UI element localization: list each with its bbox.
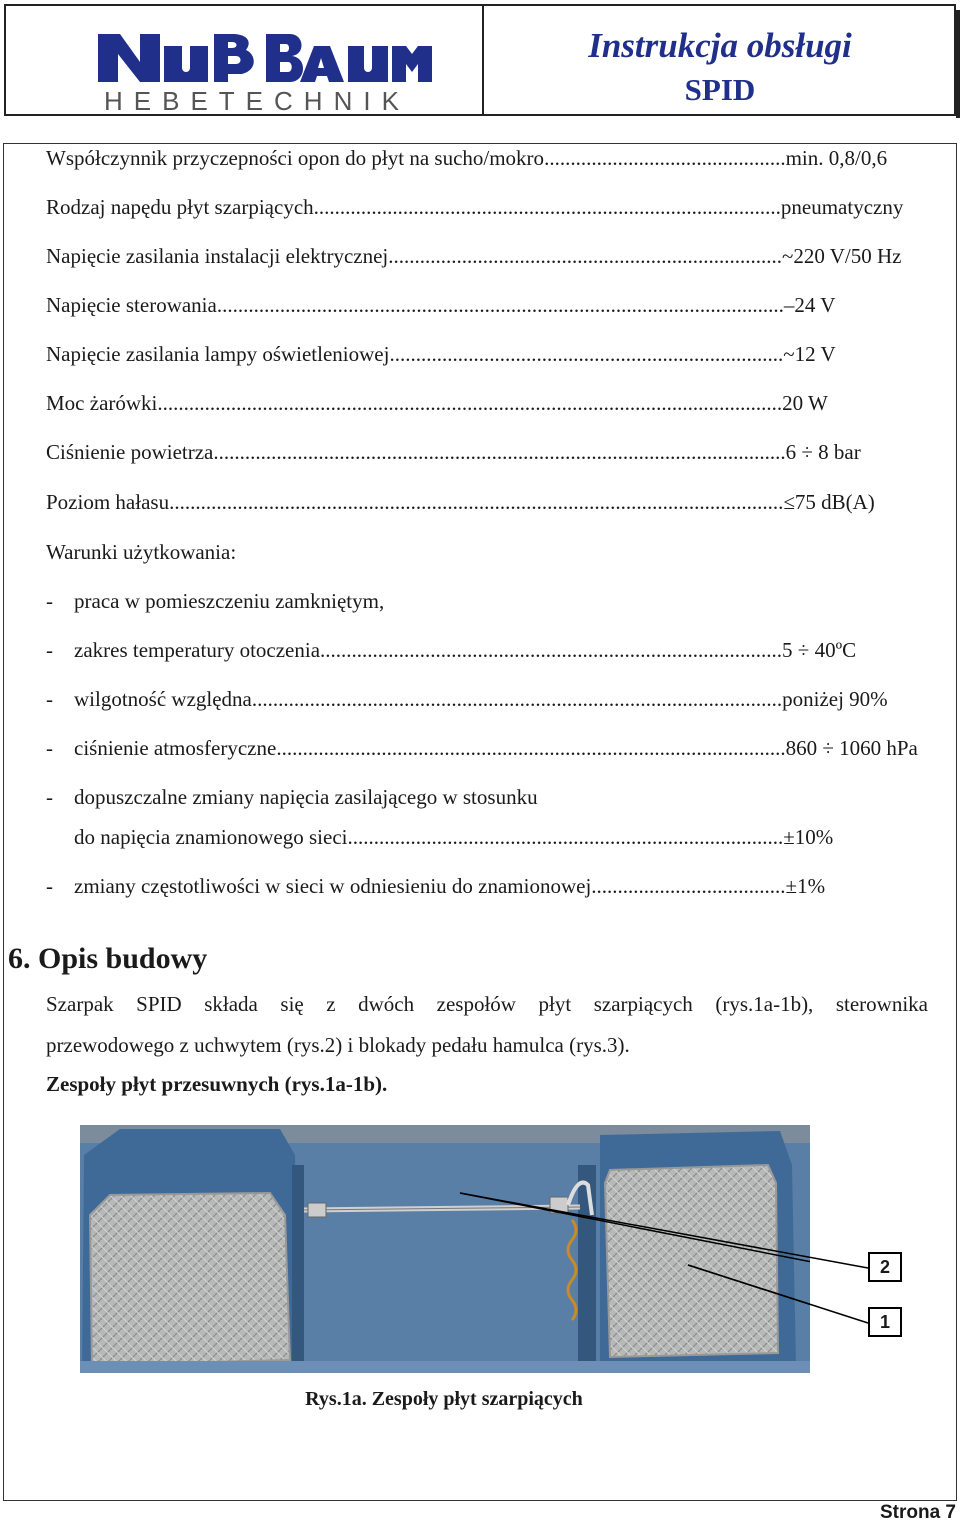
paragraph-line-1: Szarpak SPID składa się z dwóch zespołów płyt szarpiących (rys.1a-1b), sterownika — [46, 992, 928, 1016]
section-title: 6. Opis budowy — [8, 942, 208, 975]
spec-value: 6 ÷ 8 bar — [785, 440, 861, 464]
condition-value: 5 ÷ 40ºC — [782, 638, 857, 662]
bullet-dash: - — [46, 736, 53, 760]
leader-dots: ..................................... — [591, 874, 786, 898]
condition-label: wilgotność względna — [74, 687, 252, 711]
leader-dots: ........................................................................... — [389, 342, 784, 366]
spec-value: –24 V — [783, 293, 836, 317]
spec-label: Moc żarówki — [46, 391, 158, 415]
page-number: Strona 7 — [879, 1502, 956, 1523]
brand-sub-text: HEBETECHNIK — [104, 86, 410, 114]
leader-dots: ................................................................................................. — [276, 736, 786, 760]
spec-value: 20 W — [782, 391, 828, 415]
condition-label: zmiany częstotliwości w sieci w odniesieniu do znamionowej — [74, 874, 592, 898]
spec-label: Ciśnienie powietrza — [46, 440, 214, 464]
leader-dots: ......................................................................................... — [313, 195, 781, 219]
bullet-dash: - — [46, 687, 53, 711]
leader-dots: ..................................................................................................... — [251, 687, 783, 711]
spec-value: pneumatyczny — [780, 195, 904, 219]
condition-value: ±1% — [785, 874, 826, 898]
condition-label: zakres temperatury otoczenia — [74, 638, 321, 662]
callout-label-1: 1 — [868, 1307, 902, 1337]
bullet-dash: - — [46, 589, 53, 613]
condition-value: 860 ÷ 1060 hPa — [785, 736, 918, 760]
leader-dots: ........................................................................... — [388, 244, 782, 268]
condition-value: ±10% — [783, 825, 834, 849]
spec-label: Rodzaj napędu płyt szarpiących — [46, 195, 314, 219]
spec-label: Współczynnik przyczepności opon do płyt na sucho/mokro — [46, 146, 545, 170]
product-name: SPID — [684, 72, 756, 107]
conditions-heading: Warunki użytkowania: — [46, 540, 237, 564]
leader-dots: ........................................................................................ — [320, 638, 783, 662]
condition-label: do napięcia znamionowego sieci — [74, 825, 348, 849]
spec-label: Poziom hałasu — [46, 490, 170, 514]
bullet-dash: - — [46, 785, 53, 809]
condition-label: ciśnienie atmosferyczne — [74, 736, 277, 760]
spec-label: Napięcie zasilania lampy oświetleniowej — [46, 342, 390, 366]
figure-caption: Rys.1a. Zespoły płyt szarpiących — [305, 1388, 583, 1410]
condition-label: praca w pomieszczeniu zamkniętym, — [74, 589, 385, 613]
leader-dots: ....................................................................................................................... — [157, 391, 783, 415]
bullet-dash: - — [46, 874, 53, 898]
manual-title: Instrukcja obsługi — [588, 26, 852, 65]
condition-label: dopuszczalne zmiany napięcia zasilającego w stosunku — [74, 785, 538, 809]
leader-dots: ............................................................................................................ — [216, 293, 784, 317]
spec-value: ≤75 dB(A) — [783, 490, 875, 514]
leader-dots: ..................................................................................................................... — [169, 490, 784, 514]
paragraph-line-2: przewodowego z uchwytem (rys.2) i blokady pedału hamulca (rys.3). — [46, 1033, 630, 1057]
leader-dots: .............................................. — [544, 146, 786, 170]
spec-value: ~12 V — [783, 342, 836, 366]
condition-value: poniżej 90% — [782, 687, 888, 711]
callout-label-2: 2 — [868, 1252, 902, 1282]
leader-dots: ................................................................................... — [347, 825, 784, 849]
leader-dots: ............................................................................................................. — [213, 440, 786, 464]
spec-value: ~220 V/50 Hz — [781, 244, 902, 268]
subheading: Zespoły płyt przesuwnych (rys.1a-1b). — [46, 1072, 388, 1096]
spec-label: Napięcie zasilania instalacji elektrycznej — [46, 244, 389, 268]
spec-value: min. 0,8/0,6 — [785, 146, 888, 170]
bullet-dash: - — [46, 638, 53, 662]
spec-label: Napięcie sterowania — [46, 293, 217, 317]
